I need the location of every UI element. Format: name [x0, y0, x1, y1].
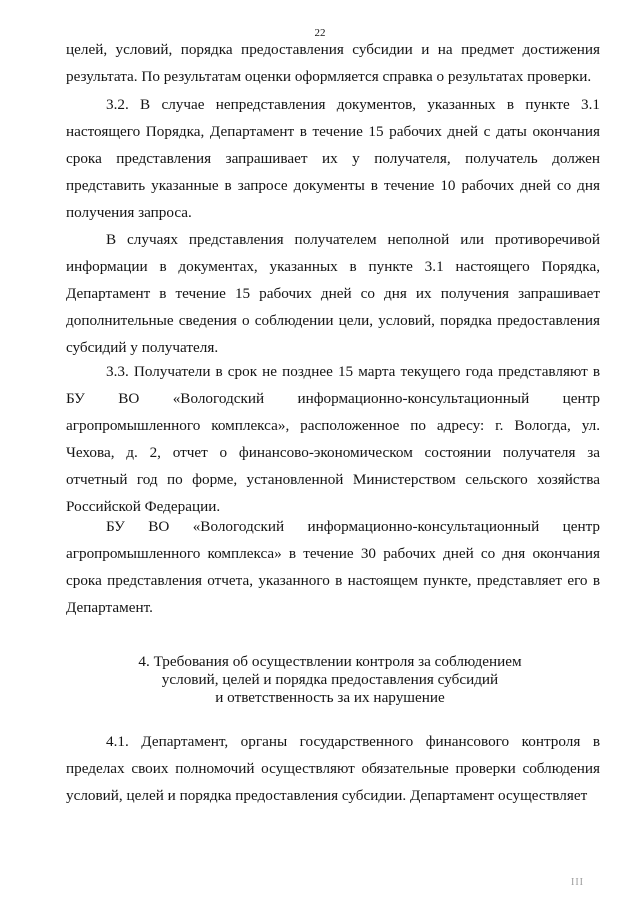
- paragraph-4-1: [66, 728, 600, 809]
- paragraph-text: 3.3. Получатели в срок не позднее 15 марта текущего года представляют в БУ ВО «Вологодский информационно-консультационный центр агропромышленного комплекса», расположенное по адресу: г. Вологда, ул. Чехова, д. 2, отчет о финансово-экономическом состоянии получателя за отчетный год по форме, установленной Министерством сельского хозяйства Российской Федерации.: [66, 363, 600, 515]
- paragraph-text: В случаях представления получателем неполной или противоречивой информации в документах, указанных в пункте 3.1 настоящего Порядка, Департамент в течение 15 рабочих дней со дня их получения запрашивает дополнительные сведения о соблюдении цели, условий, порядка предоставления субсидий у получателя.: [66, 231, 600, 356]
- section-heading-line: 4. Требования об осуществлении контроля за соблюдением: [138, 653, 522, 670]
- section-heading: [80, 653, 580, 707]
- paragraph-bu-vo: [66, 513, 600, 621]
- page-number: 22: [314, 27, 326, 39]
- paragraph-text: 3.2. В случае непредставления документов, указанных в пункте 3.1 настоящего Порядка, Департамент в течение 15 рабочих дней с даты окончания срока представления запрашивает их у получателя, получатель должен представить указанные в запросе документы в течение 10 рабочих дней со дня получения запроса.: [66, 96, 600, 221]
- paragraph-incomplete-info: [66, 226, 600, 361]
- paragraph-3-3: [66, 358, 600, 520]
- paragraph-continuation: [66, 36, 600, 90]
- section-heading-line: и ответственность за их нарушение: [215, 689, 445, 706]
- paragraph-text: 4.1. Департамент, органы государственного финансового контроля в пределах своих полномочий осуществляют обязательные проверки соблюдения условий, целей и порядка предоставления субсидии. Департамент осуществляет: [66, 733, 600, 804]
- section-heading-line: условий, целей и порядка предоставления субсидий: [161, 671, 499, 688]
- paragraph-text: целей, условий, порядка предоставления субсидии и на предмет достижения результата. По результатам оценки оформляется справка о результатах проверки.: [66, 41, 600, 85]
- scan-mark: III: [571, 877, 584, 888]
- paragraph-3-2: [66, 91, 600, 226]
- paragraph-text: БУ ВО «Вологодский информационно-консультационный центр агропромышленного комплекса» в течение 30 рабочих дней со дня окончания срока представления отчета, указанного в настоящем пункте, представляет его в Департамент.: [66, 518, 600, 616]
